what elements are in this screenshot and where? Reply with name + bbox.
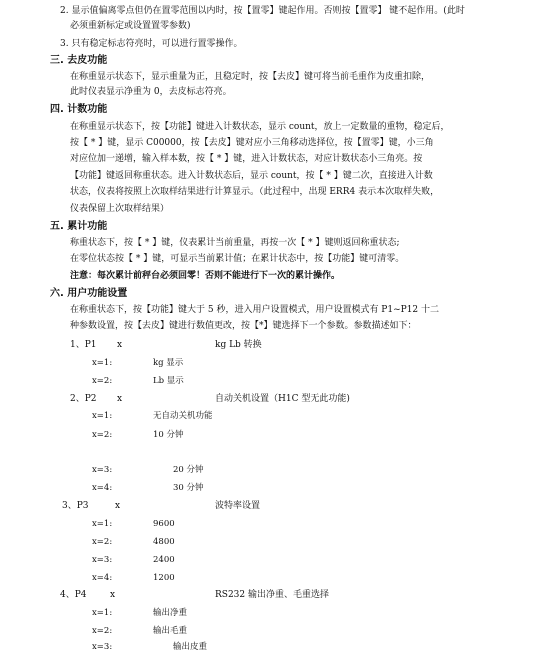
p2-opt4-key: x=4: — [92, 483, 113, 493]
param-p1-desc: kg Lb 转换 — [215, 340, 262, 350]
p4-opt2-key: x=2: — [92, 626, 113, 636]
param-p2-id: 2、P2 — [70, 394, 97, 404]
p3-opt3-key: x=3: — [92, 555, 113, 565]
note-3: 3. 只有稳定标志符亮时，可以进行置零操作。 — [60, 39, 243, 49]
p2-opt1-value: 无自动关机功能 — [153, 411, 213, 421]
param-p2-desc: 自动关机设置（H1C 型无此功能) — [215, 394, 350, 404]
p2-opt3-key: x=3: — [92, 465, 113, 475]
p4-opt2-value: 输出毛重 — [153, 626, 188, 636]
p3-opt4-key: x=4: — [92, 573, 113, 583]
p1-opt2-key: x=2: — [92, 376, 113, 386]
count-text-4: 【功能】键返回称重状态。进入计数状态后，显示 count，按【 * 】键二次，直接进入计数 — [70, 171, 433, 181]
section-tare-heading: 三. 去皮功能 — [50, 55, 108, 66]
count-text-5: 状态，仪表将按照上次取样结果进行计算显示。（此过程中，出现 ERR4 表示本次取样失败， — [70, 187, 440, 197]
p4-opt3-value: 输出皮重 — [173, 642, 208, 652]
p1-opt1-key: x=1: — [92, 358, 113, 368]
p2-opt2-key: x=2: — [92, 430, 113, 440]
accumulate-text-2: 在零位状态按【 * 】键，可显示当前累计值；在累计状态中，按【功能】键可清零。 — [70, 254, 405, 264]
settings-text-2: 种参数设置，按【去皮】键进行数值更改，按【*】键选择下一个参数。参数描述如下： — [70, 321, 417, 331]
accumulate-text-1: 称重状态下，按【 * 】键，仪表累计当前重量，再按一次【 * 】键则返回称重状态; — [70, 238, 400, 248]
p3-opt1-key: x=1: — [92, 519, 113, 529]
accumulate-warning: 注意：每次累计前秤台必须回零！否则不能进行下一次的累计操作。 — [70, 271, 341, 281]
param-p1-id: 1、P1 — [70, 340, 97, 350]
param-p4-x: x — [110, 590, 116, 600]
param-p3-id: 3、P3 — [62, 501, 89, 511]
p1-opt2-value: Lb 显示 — [153, 376, 184, 386]
p4-opt1-value: 输出净重 — [153, 608, 188, 618]
param-p3-x: x — [115, 501, 121, 511]
p3-opt1-value: 9600 — [153, 519, 175, 529]
section-user-settings-heading: 六. 用户功能设置 — [50, 288, 128, 299]
p2-opt2-value: 10 分钟 — [153, 430, 184, 440]
count-text-2: 按【 * 】键，显示 C00000，按【去皮】键对应小三角移动选择位，按【置零】键，小三角 — [70, 138, 434, 148]
param-p2-x: x — [117, 394, 123, 404]
section-accumulate-heading: 五. 累计功能 — [50, 221, 108, 232]
p4-opt3-key: x=3: — [92, 642, 113, 652]
p3-opt2-value: 4800 — [153, 537, 175, 547]
p3-opt4-value: 1200 — [153, 573, 175, 583]
tare-text-2: 此时仪表显示净重为 0，去皮标志符亮。 — [70, 87, 232, 97]
p2-opt3-value: 20 分钟 — [173, 465, 204, 475]
p1-opt1-value: kg 显示 — [153, 358, 184, 368]
p2-opt4-value: 30 分钟 — [173, 483, 204, 493]
note-2-line1: 2. 显示值偏离零点但仍在置零范围以内时，按【置零】键起作用。否则按【置零】 键不起作用。(此时 — [60, 6, 465, 16]
note-2-line2: 必须重新标定或设置置零参数) — [70, 21, 191, 31]
p3-opt2-key: x=2: — [92, 537, 113, 547]
section-count-heading: 四. 计数功能 — [50, 104, 108, 115]
param-p4-desc: RS232 输出净重、毛重选择 — [215, 590, 329, 600]
p2-opt1-key: x=1: — [92, 411, 113, 421]
count-text-3: 对应位加一递增，输入样本数，按【 * 】键，进入计数状态，对应计数状态小三角亮。按 — [70, 154, 423, 164]
p3-opt3-value: 2400 — [153, 555, 175, 565]
p4-opt1-key: x=1: — [92, 608, 113, 618]
count-text-1: 在称重显示状态下，按【功能】键进入计数状态，显示 count，放上一定数量的重物，稳定后， — [70, 122, 450, 132]
count-text-6: 仪表保留上次取样结果） — [70, 204, 170, 214]
tare-text-1: 在称重显示状态下，显示重量为正，且稳定时，按【去皮】键可将当前毛重作为皮重扣除， — [70, 72, 431, 82]
settings-text-1: 在称重状态下，按【功能】键大于 5 秒，进入用户设置模式，用户设置模式有 P1~P12 十二 — [70, 305, 440, 315]
param-p1-x: x — [117, 340, 123, 350]
param-p4-id: 4、P4 — [60, 590, 87, 600]
param-p3-desc: 波特率设置 — [215, 501, 261, 511]
